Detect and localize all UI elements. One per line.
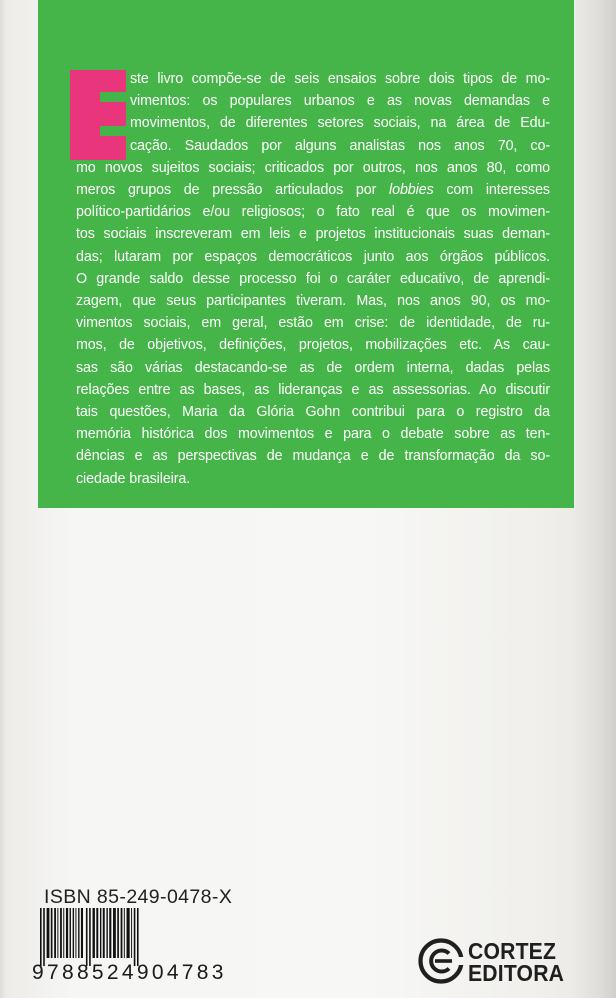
barcode-bar <box>106 908 107 958</box>
blurb-line: zagem, que seus participantes tiveram. Mas, nos anos 90, os mo- <box>76 293 550 310</box>
barcode-number: 9788524904783 <box>32 961 227 984</box>
publisher-logo <box>418 936 578 992</box>
blurb-line: dências e as perspectivas de mudança e de transformação da so- <box>76 448 550 465</box>
barcode-bar <box>54 908 56 958</box>
barcode-bar <box>137 908 139 966</box>
barcode-bar <box>131 908 132 958</box>
barcode-bar <box>81 908 83 958</box>
barcode-bars <box>38 908 238 968</box>
publisher-name-line1: CORTEZ <box>468 938 557 964</box>
isbn-label: ISBN 85-249-0478-X <box>44 886 233 908</box>
blurb-text <box>76 68 550 490</box>
barcode-bar <box>113 908 116 958</box>
barcode-bar <box>124 908 125 958</box>
barcode-bar <box>70 908 71 958</box>
left-edge-shadow <box>0 0 6 998</box>
blurb-line: tos sociais inscreveram em leis e projetos institucionais suas deman- <box>76 226 550 243</box>
barcode-bar <box>89 908 91 966</box>
barcode-bar <box>73 908 74 958</box>
barcode-bar <box>75 908 76 958</box>
blurb-line: ciedade brasileira. <box>76 470 191 487</box>
blurb-line: vimentos: os populares urbanos e as novas demandas e <box>130 93 550 110</box>
blurb-line: cação. Saudados por alguns analistas nos anos 70, co- <box>130 137 550 154</box>
blurb-line: das; lutaram por espaços democráticos junto aos órgãos públicos. <box>76 248 550 265</box>
barcode-bar <box>63 908 64 958</box>
barcode-bar <box>96 908 98 958</box>
barcode-bar <box>51 908 53 958</box>
barcode-bar <box>117 908 119 958</box>
blurb-line: sas são várias destacando-se as de ordem interna, dadas pelas <box>76 359 550 376</box>
blurb-line: movimentos, de diferentes setores sociais, na área de Edu- <box>130 115 550 132</box>
barcode <box>38 908 238 968</box>
spine-shadow <box>572 0 616 998</box>
publisher-name-line2: EDITORA <box>468 960 565 986</box>
blurb-line: mo novos sujeitos sociais; criticados por outros, nos anos 80, como <box>76 159 550 176</box>
blurb-line: mos, de objetivos, definições, projetos, mobilizações etc. As cau- <box>76 337 550 354</box>
barcode-bar <box>40 908 42 966</box>
barcode-bar <box>121 908 123 958</box>
blurb-line: ste livro compõe-se de seis ensaios sobre dois tipos de mo- <box>130 71 550 87</box>
barcode-bar <box>100 908 101 958</box>
barcode-bar <box>43 908 45 966</box>
barcode-bar <box>57 908 58 958</box>
barcode-bar <box>134 908 136 966</box>
barcode-bar <box>109 908 111 958</box>
blurb-line-lobbies <box>76 179 550 201</box>
blurb-line-lobbies-text: meros grupos de pressão articulados por lobbies com interesses <box>76 182 550 199</box>
blurb-line: O grande saldo desse processo foi o caráter educativo, de aprendi- <box>76 270 550 287</box>
drop-cap-text: E <box>70 70 71 71</box>
barcode-bar <box>86 908 88 966</box>
barcode-bar <box>47 908 50 958</box>
blurb-line: memória histórica dos movimentos e para o debate sobre as ten- <box>76 426 550 443</box>
barcode-bar <box>103 908 105 958</box>
barcode-bar <box>66 908 68 958</box>
blurb-line: tais questões, Maria da Glória Gohn contribui para o registro da <box>76 404 550 421</box>
italic-lobbies: lobbies <box>389 182 434 199</box>
blurb-line: vimentos sociais, em geral, estão em crise: de identidade, de ru- <box>76 315 550 332</box>
blurb-line: político-partidários e/ou religiosos; o fato real é que os movimen- <box>76 204 550 221</box>
barcode-bar <box>78 908 79 958</box>
barcode-bar <box>127 908 130 958</box>
blurb-line: relações entre as bases, as lideranças e as assessorias. Ao discutir <box>76 381 550 398</box>
barcode-bar <box>60 908 62 958</box>
barcode-bar <box>93 908 95 958</box>
cortez-c-logo-icon <box>418 938 464 984</box>
